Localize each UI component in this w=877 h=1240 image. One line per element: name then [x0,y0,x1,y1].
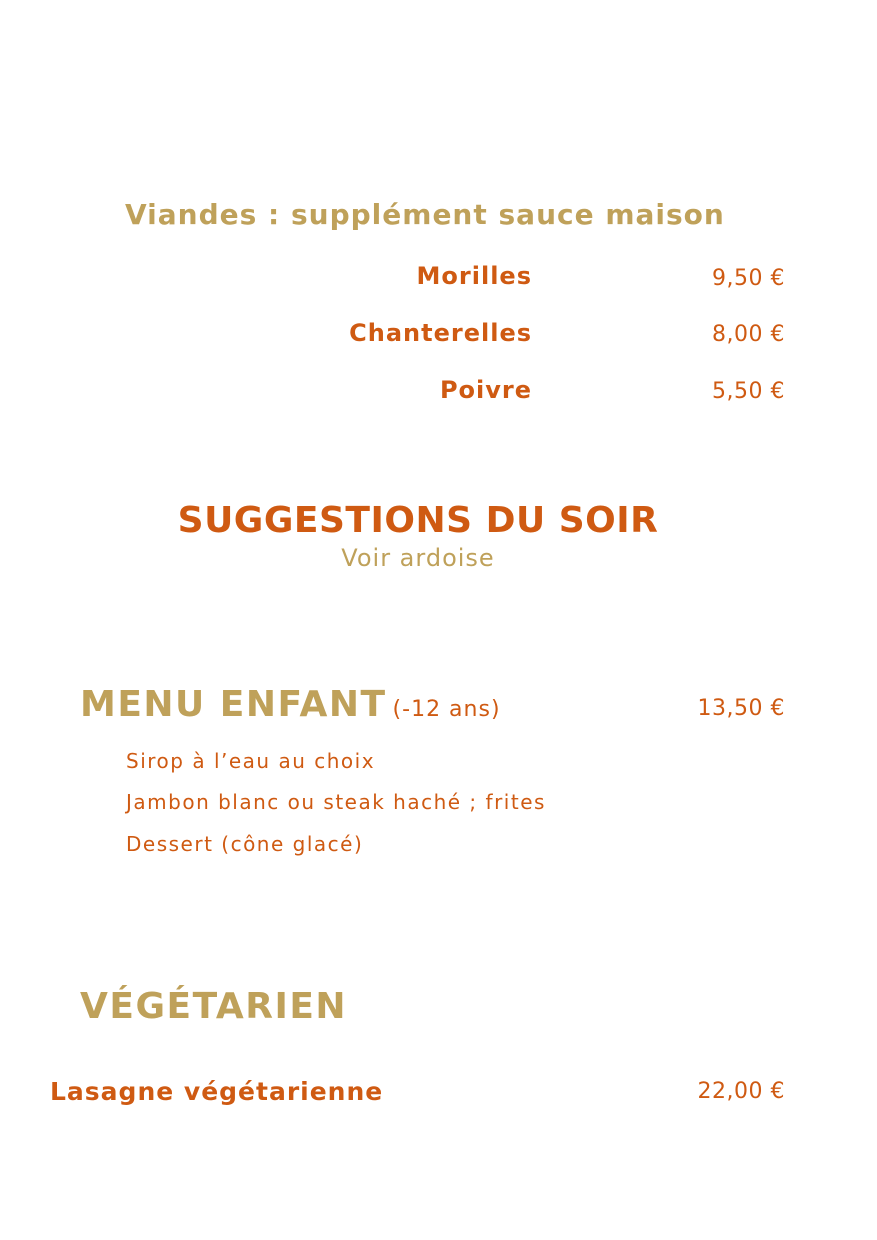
vegetarien-dish-price: 22,00 € [697,1079,785,1104]
menu-enfant-heading [80,684,501,725]
menu-enfant-item-dessert: Dessert (cône glacé) [126,832,364,856]
vegetarien-title: VÉGÉTARIEN [80,986,348,1027]
sauce-price-poivre: 5,50 € [712,379,785,404]
vegetarien-dish-name: Lasagne végétarienne [50,1077,384,1106]
menu-enfant-title: MENU ENFANT [80,684,387,725]
suggestions-subtitle: Voir ardoise [341,544,495,572]
sauce-price-chanterelles: 8,00 € [712,322,785,347]
menu-enfant-item-drink: Sirop à l’eau au choix [126,749,376,773]
sauce-price-morilles: 9,50 € [712,266,785,291]
sauce-name-morilles: Morilles [416,262,532,290]
menu-enfant-price: 13,50 € [697,696,785,721]
sauce-name-poivre: Poivre [439,376,532,404]
sauce-section-heading: Viandes : supplément sauce maison [125,198,725,231]
menu-enfant-item-main: Jambon blanc ou steak haché ; frites [126,790,546,814]
suggestions-title: SUGGESTIONS DU SOIR [177,500,659,541]
sauce-name-chanterelles: Chanterelles [349,319,532,347]
menu-enfant-age: (-12 ans) [392,697,501,722]
